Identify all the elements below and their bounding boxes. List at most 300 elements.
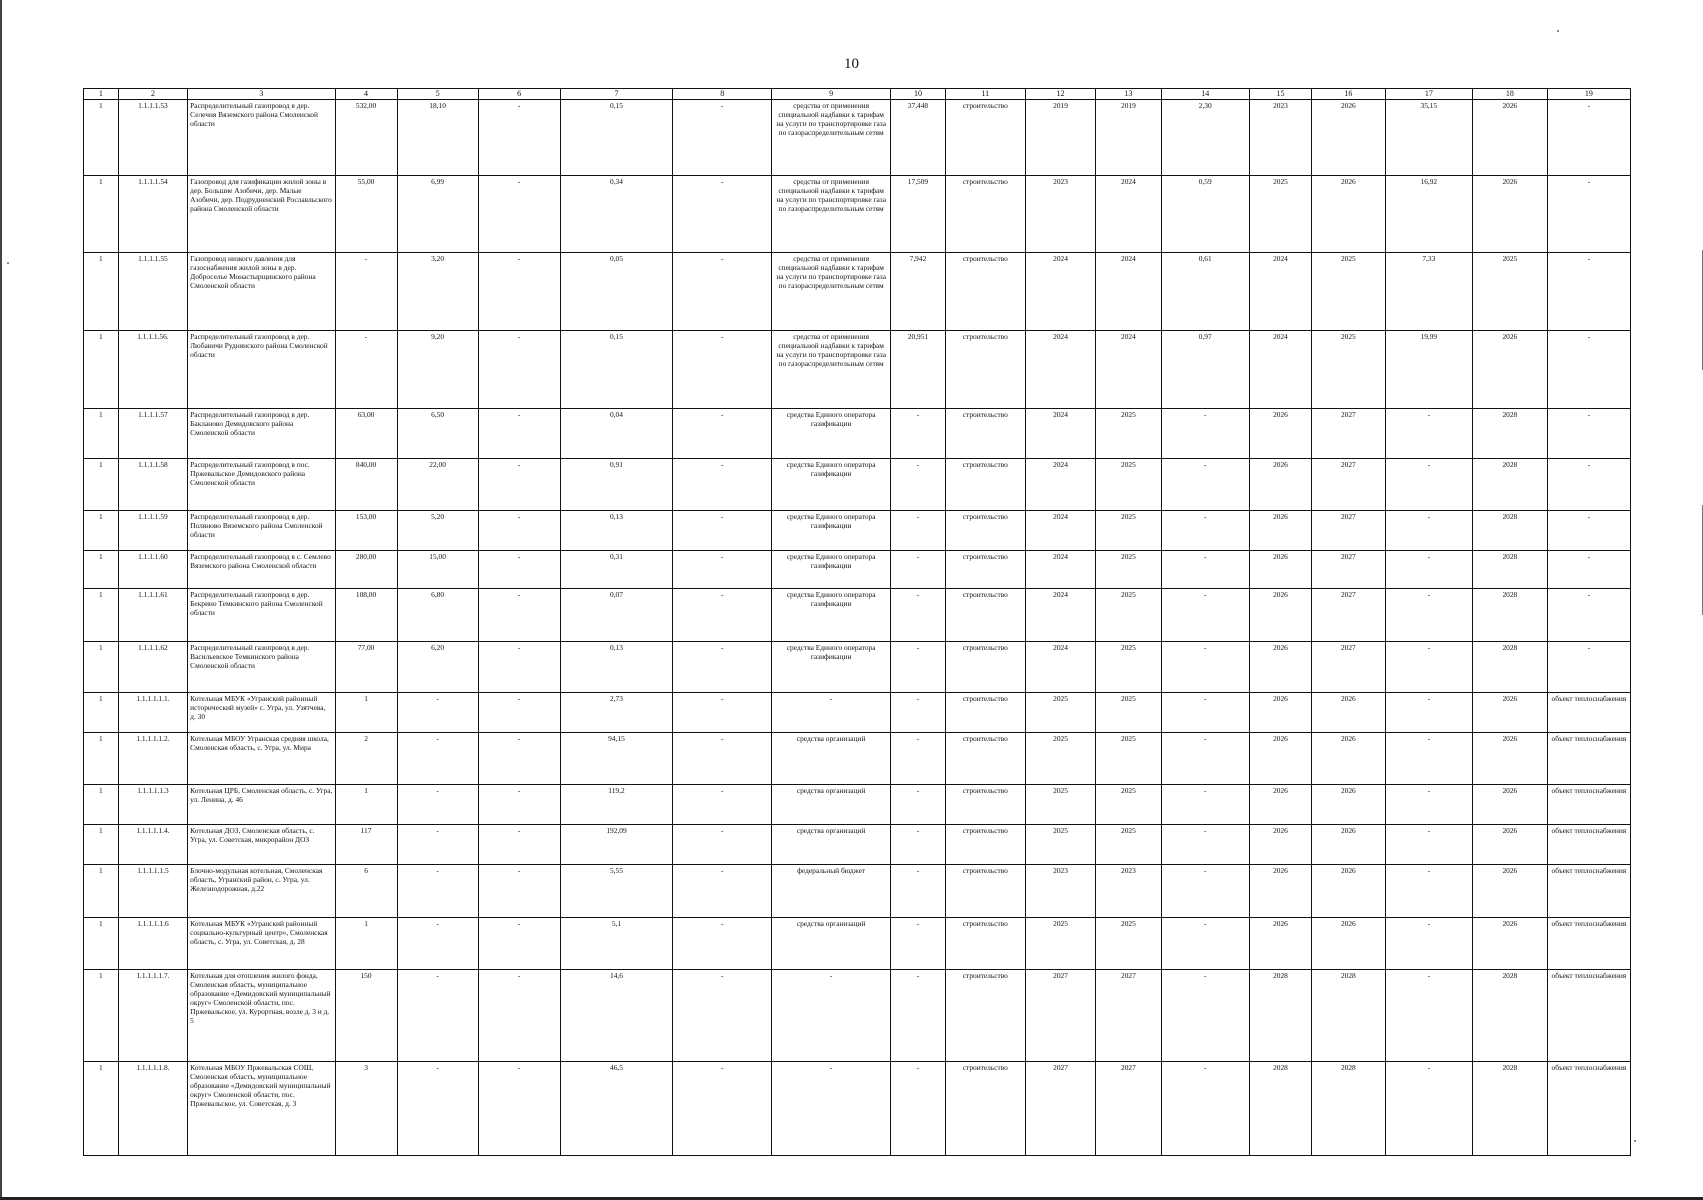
cell-col-11: строительство [945, 459, 1025, 511]
cell-col-14: - [1161, 865, 1249, 918]
column-header-5: 5 [397, 89, 478, 100]
cell-col-12: 2025 [1025, 733, 1096, 785]
scan-left-edge [0, 0, 2, 1200]
cell-col-3: Котельная для отопления жилого фонда, Смоленская область, муниципальное образование «Демидовский муниципальный округ» Смоленской области, пос. Пржевальское, ул. Курортная, возле д. 3 и д. 5 [188, 970, 335, 1062]
cell-col-5: 6,50 [397, 409, 478, 459]
cell-col-3: Котельная ДОЗ, Смоленская область, с. Угра, ул. Советская, микрорайон ДОЗ [188, 825, 335, 865]
cell-col-5: 6,80 [397, 589, 478, 642]
cell-col-13: 2024 [1096, 253, 1161, 331]
cell-col-4: 63,00 [335, 409, 397, 459]
cell-col-12: 2024 [1025, 589, 1096, 642]
cell-col-16: 2026 [1312, 865, 1386, 918]
cell-col-12: 2024 [1025, 551, 1096, 589]
scan-speck [1557, 30, 1559, 32]
cell-col-16: 2026 [1312, 918, 1386, 970]
cell-col-12: 2019 [1025, 100, 1096, 176]
cell-col-1: 1 [84, 253, 119, 331]
cell-col-4: - [335, 253, 397, 331]
cell-col-19: объект теплоснабжения [1547, 693, 1630, 733]
cell-col-11: строительство [945, 918, 1025, 970]
cell-col-13: 2025 [1096, 825, 1161, 865]
cell-col-4: 77,00 [335, 642, 397, 693]
cell-col-17: - [1385, 589, 1472, 642]
scan-speck [1634, 1140, 1636, 1142]
cell-col-8: - [673, 253, 772, 331]
cell-col-8: - [673, 642, 772, 693]
cell-col-17: - [1385, 551, 1472, 589]
cell-col-19: - [1547, 176, 1630, 253]
cell-col-12: 2025 [1025, 918, 1096, 970]
cell-col-10: - [891, 409, 946, 459]
cell-col-1: 1 [84, 825, 119, 865]
cell-col-10: - [891, 865, 946, 918]
cell-col-8: - [673, 970, 772, 1062]
cell-col-5: - [397, 918, 478, 970]
cell-col-12: 2027 [1025, 1062, 1096, 1156]
cell-col-10: 37,448 [891, 100, 946, 176]
cell-col-19: - [1547, 100, 1630, 176]
column-header-18: 18 [1473, 89, 1548, 100]
cell-col-11: строительство [945, 511, 1025, 551]
cell-col-9: федеральный бюджет [772, 865, 891, 918]
cell-col-5: - [397, 970, 478, 1062]
cell-col-17: - [1385, 733, 1472, 785]
cell-col-3: Котельная МБОУ Пржевальская СОШ, Смоленская область, муниципальное образование «Демидовский муниципальный округ» Смоленской области, пос. Пржевальское, ул. Советская, д. 3 [188, 1062, 335, 1156]
column-header-12: 12 [1025, 89, 1096, 100]
cell-col-3: Котельная ЦРБ, Смоленская область, с. Угра, ул. Ленина, д. 46 [188, 785, 335, 825]
cell-col-14: - [1161, 785, 1249, 825]
cell-col-9: средства организаций [772, 918, 891, 970]
cell-col-17: - [1385, 693, 1472, 733]
cell-col-14: - [1161, 511, 1249, 551]
cell-col-9: средства Единого оператора газификации [772, 459, 891, 511]
cell-col-3: Распределительный газопровод в с. Семлево Вяземского района Смоленской области [188, 551, 335, 589]
cell-col-15: 2025 [1249, 176, 1311, 253]
cell-col-6: - [478, 1062, 560, 1156]
cell-col-11: строительство [945, 589, 1025, 642]
cell-col-4: 6 [335, 865, 397, 918]
cell-col-7: 0,13 [560, 511, 673, 551]
cell-col-7: 14,6 [560, 970, 673, 1062]
cell-col-7: 192,09 [560, 825, 673, 865]
cell-col-8: - [673, 459, 772, 511]
column-header-10: 10 [891, 89, 946, 100]
cell-col-15: 2026 [1249, 551, 1311, 589]
cell-col-15: 2026 [1249, 409, 1311, 459]
column-header-8: 8 [673, 89, 772, 100]
column-header-1: 1 [84, 89, 119, 100]
cell-col-10: 20,951 [891, 331, 946, 409]
cell-col-16: 2027 [1312, 642, 1386, 693]
cell-col-16: 2025 [1312, 253, 1386, 331]
cell-col-2: 1.1.1.1.1.8. [118, 1062, 187, 1156]
column-header-14: 14 [1161, 89, 1249, 100]
cell-col-13: 2025 [1096, 511, 1161, 551]
cell-col-2: 1.1.1.1.1.7. [118, 970, 187, 1062]
cell-col-7: 0,15 [560, 100, 673, 176]
cell-col-19: - [1547, 459, 1630, 511]
cell-col-17: - [1385, 1062, 1472, 1156]
column-header-17: 17 [1385, 89, 1472, 100]
table-row [84, 642, 1631, 693]
cell-col-1: 1 [84, 733, 119, 785]
cell-col-9: - [772, 970, 891, 1062]
cell-col-10: - [891, 785, 946, 825]
table-row [84, 409, 1631, 459]
cell-col-16: 2027 [1312, 589, 1386, 642]
cell-col-15: 2023 [1249, 100, 1311, 176]
cell-col-11: строительство [945, 825, 1025, 865]
cell-col-18: 2026 [1473, 100, 1548, 176]
cell-col-19: объект теплоснабжения [1547, 785, 1630, 825]
cell-col-6: - [478, 253, 560, 331]
cell-col-16: 2026 [1312, 733, 1386, 785]
cell-col-15: 2028 [1249, 1062, 1311, 1156]
cell-col-7: 0,31 [560, 551, 673, 589]
table-row [84, 785, 1631, 825]
cell-col-12: 2025 [1025, 693, 1096, 733]
cell-col-11: строительство [945, 176, 1025, 253]
cell-col-5: - [397, 733, 478, 785]
cell-col-2: 1.1.1.1.60 [118, 551, 187, 589]
cell-col-2: 1.1.1.1.1.3 [118, 785, 187, 825]
cell-col-9: средства организаций [772, 825, 891, 865]
cell-col-11: строительство [945, 1062, 1025, 1156]
cell-col-14: - [1161, 693, 1249, 733]
column-header-13: 13 [1096, 89, 1161, 100]
cell-col-18: 2026 [1473, 785, 1548, 825]
cell-col-17: 19,99 [1385, 331, 1472, 409]
cell-col-8: - [673, 825, 772, 865]
cell-col-9: средства от применения специальной надбавки к тарифам на услуги по транспортировке газа по газораспределительным сетям [772, 331, 891, 409]
cell-col-4: 1 [335, 785, 397, 825]
cell-col-17: - [1385, 825, 1472, 865]
cell-col-7: 94,15 [560, 733, 673, 785]
cell-col-6: - [478, 642, 560, 693]
table-row [84, 100, 1631, 176]
cell-col-11: строительство [945, 642, 1025, 693]
cell-col-17: - [1385, 785, 1472, 825]
cell-col-9: средства Единого оператора газификации [772, 511, 891, 551]
table-row [84, 970, 1631, 1062]
cell-col-7: 0,91 [560, 459, 673, 511]
cell-col-16: 2026 [1312, 785, 1386, 825]
cell-col-12: 2024 [1025, 409, 1096, 459]
cell-col-16: 2027 [1312, 511, 1386, 551]
cell-col-4: 117 [335, 825, 397, 865]
cell-col-16: 2028 [1312, 1062, 1386, 1156]
cell-col-5: - [397, 825, 478, 865]
cell-col-2: 1.1.1.1.1.4. [118, 825, 187, 865]
cell-col-3: Распределительный газопровод в дер. Бакланово Демидовского района Смоленской области [188, 409, 335, 459]
cell-col-8: - [673, 865, 772, 918]
cell-col-1: 1 [84, 785, 119, 825]
cell-col-15: 2026 [1249, 918, 1311, 970]
column-header-9: 9 [772, 89, 891, 100]
cell-col-1: 1 [84, 331, 119, 409]
cell-col-19: - [1547, 511, 1630, 551]
cell-col-9: - [772, 693, 891, 733]
cell-col-12: 2023 [1025, 865, 1096, 918]
cell-col-3: Распределительный газопровод в дер. Селечня Вяземского района Смоленской области [188, 100, 335, 176]
cell-col-10: - [891, 1062, 946, 1156]
table-body [84, 100, 1631, 1156]
cell-col-9: средства Единого оператора газификации [772, 642, 891, 693]
cell-col-1: 1 [84, 551, 119, 589]
cell-col-1: 1 [84, 459, 119, 511]
cell-col-12: 2024 [1025, 331, 1096, 409]
cell-col-16: 2025 [1312, 331, 1386, 409]
cell-col-2: 1.1.1.1.56. [118, 331, 187, 409]
cell-col-8: - [673, 918, 772, 970]
cell-col-15: 2026 [1249, 511, 1311, 551]
cell-col-4: - [335, 331, 397, 409]
cell-col-4: 1 [335, 918, 397, 970]
cell-col-9: средства от применения специальной надбавки к тарифам на услуги по транспортировке газа по газораспределительным сетям [772, 100, 891, 176]
cell-col-11: строительство [945, 785, 1025, 825]
cell-col-4: 840,00 [335, 459, 397, 511]
cell-col-4: 280,00 [335, 551, 397, 589]
cell-col-5: - [397, 785, 478, 825]
table-row [84, 589, 1631, 642]
cell-col-16: 2028 [1312, 970, 1386, 1062]
cell-col-2: 1.1.1.1.1.6 [118, 918, 187, 970]
cell-col-14: - [1161, 551, 1249, 589]
cell-col-14: - [1161, 1062, 1249, 1156]
cell-col-7: 0,05 [560, 253, 673, 331]
column-header-16: 16 [1312, 89, 1386, 100]
cell-col-12: 2024 [1025, 511, 1096, 551]
cell-col-6: - [478, 970, 560, 1062]
cell-col-17: - [1385, 409, 1472, 459]
cell-col-6: - [478, 459, 560, 511]
cell-col-13: 2025 [1096, 642, 1161, 693]
cell-col-3: Распределительный газопровод в дер. Бекрино Темкинского района Смоленской области [188, 589, 335, 642]
cell-col-5: - [397, 693, 478, 733]
cell-col-13: 2024 [1096, 331, 1161, 409]
cell-col-14: - [1161, 733, 1249, 785]
cell-col-18: 2028 [1473, 970, 1548, 1062]
column-header-4: 4 [335, 89, 397, 100]
cell-col-5: 18,10 [397, 100, 478, 176]
cell-col-14: - [1161, 459, 1249, 511]
table-row [84, 253, 1631, 331]
cell-col-3: Котельная МБОУ Угранская средняя школа, Смоленская область, с. Угра, ул. Мира [188, 733, 335, 785]
cell-col-4: 2 [335, 733, 397, 785]
cell-col-6: - [478, 785, 560, 825]
cell-col-2: 1.1.1.1.62 [118, 642, 187, 693]
cell-col-18: 2028 [1473, 551, 1548, 589]
cell-col-6: - [478, 918, 560, 970]
cell-col-11: строительство [945, 551, 1025, 589]
cell-col-19: объект теплоснабжения [1547, 918, 1630, 970]
cell-col-17: - [1385, 970, 1472, 1062]
cell-col-13: 2027 [1096, 1062, 1161, 1156]
cell-col-6: - [478, 865, 560, 918]
cell-col-9: средства от применения специальной надбавки к тарифам на услуги по транспортировке газа по газораспределительным сетям [772, 176, 891, 253]
cell-col-16: 2027 [1312, 409, 1386, 459]
cell-col-2: 1.1.1.1.57 [118, 409, 187, 459]
cell-col-9: средства Единого оператора газификации [772, 551, 891, 589]
cell-col-2: 1.1.1.1.58 [118, 459, 187, 511]
cell-col-7: 0,15 [560, 331, 673, 409]
cell-col-8: - [673, 100, 772, 176]
cell-col-18: 2026 [1473, 176, 1548, 253]
cell-col-7: 0,07 [560, 589, 673, 642]
cell-col-8: - [673, 511, 772, 551]
cell-col-15: 2026 [1249, 733, 1311, 785]
cell-col-2: 1.1.1.1.1.5 [118, 865, 187, 918]
cell-col-9: - [772, 1062, 891, 1156]
cell-col-5: - [397, 865, 478, 918]
cell-col-5: 6,99 [397, 176, 478, 253]
cell-col-13: 2023 [1096, 865, 1161, 918]
cell-col-1: 1 [84, 693, 119, 733]
cell-col-4: 150 [335, 970, 397, 1062]
cell-col-14: 0,61 [1161, 253, 1249, 331]
cell-col-13: 2025 [1096, 551, 1161, 589]
cell-col-9: средства Единого оператора газификации [772, 589, 891, 642]
cell-col-19: объект теплоснабжения [1547, 733, 1630, 785]
cell-col-5: 22,00 [397, 459, 478, 511]
cell-col-2: 1.1.1.1.1.2. [118, 733, 187, 785]
cell-col-16: 2027 [1312, 459, 1386, 511]
table-row [84, 865, 1631, 918]
table-row [84, 693, 1631, 733]
cell-col-14: - [1161, 589, 1249, 642]
cell-col-7: 5,1 [560, 918, 673, 970]
cell-col-14: - [1161, 825, 1249, 865]
cell-col-19: - [1547, 642, 1630, 693]
cell-col-18: 2028 [1473, 459, 1548, 511]
cell-col-19: - [1547, 331, 1630, 409]
cell-col-17: - [1385, 459, 1472, 511]
cell-col-15: 2026 [1249, 865, 1311, 918]
cell-col-19: - [1547, 409, 1630, 459]
cell-col-8: - [673, 785, 772, 825]
cell-col-19: объект теплоснабжения [1547, 825, 1630, 865]
cell-col-6: - [478, 693, 560, 733]
cell-col-14: 0,97 [1161, 331, 1249, 409]
cell-col-2: 1.1.1.1.54 [118, 176, 187, 253]
cell-col-7: 5,55 [560, 865, 673, 918]
cell-col-7: 0,13 [560, 642, 673, 693]
cell-col-11: строительство [945, 733, 1025, 785]
cell-col-9: средства организаций [772, 733, 891, 785]
page-number: 10 [844, 56, 859, 72]
cell-col-10: - [891, 733, 946, 785]
cell-col-18: 2028 [1473, 409, 1548, 459]
cell-col-12: 2027 [1025, 970, 1096, 1062]
cell-col-10: - [891, 459, 946, 511]
cell-col-11: строительство [945, 693, 1025, 733]
cell-col-13: 2027 [1096, 970, 1161, 1062]
cell-col-5: 9,20 [397, 331, 478, 409]
cell-col-11: строительство [945, 865, 1025, 918]
cell-col-8: - [673, 551, 772, 589]
cell-col-3: Распределительный газопровод в дер. Поляново Вяземского района Смоленской области [188, 511, 335, 551]
table-row [84, 918, 1631, 970]
cell-col-17: - [1385, 865, 1472, 918]
cell-col-17: 7,33 [1385, 253, 1472, 331]
cell-col-3: Распределительный газопровод в дер. Любавичи Руднянского района Смоленской области [188, 331, 335, 409]
cell-col-12: 2025 [1025, 825, 1096, 865]
cell-col-12: 2024 [1025, 459, 1096, 511]
cell-col-12: 2024 [1025, 253, 1096, 331]
cell-col-6: - [478, 511, 560, 551]
cell-col-3: Распределительный газопровод в дер. Васильевское Темкинского района Смоленской области [188, 642, 335, 693]
cell-col-5: 3,20 [397, 253, 478, 331]
cell-col-10: - [891, 551, 946, 589]
cell-col-6: - [478, 176, 560, 253]
cell-col-6: - [478, 733, 560, 785]
cell-col-13: 2024 [1096, 176, 1161, 253]
cell-col-17: - [1385, 918, 1472, 970]
cell-col-1: 1 [84, 409, 119, 459]
cell-col-13: 2019 [1096, 100, 1161, 176]
column-header-19: 19 [1547, 89, 1630, 100]
cell-col-6: - [478, 825, 560, 865]
cell-col-11: строительство [945, 253, 1025, 331]
cell-col-17: 35,15 [1385, 100, 1472, 176]
cell-col-12: 2024 [1025, 642, 1096, 693]
cell-col-1: 1 [84, 511, 119, 551]
cell-col-11: строительство [945, 100, 1025, 176]
cell-col-18: 2026 [1473, 331, 1548, 409]
cell-col-19: объект теплоснабжения [1547, 970, 1630, 1062]
cell-col-13: 2025 [1096, 459, 1161, 511]
table-row [84, 176, 1631, 253]
cell-col-8: - [673, 331, 772, 409]
cell-col-12: 2023 [1025, 176, 1096, 253]
cell-col-8: - [673, 589, 772, 642]
cell-col-2: 1.1.1.1.55 [118, 253, 187, 331]
column-header-15: 15 [1249, 89, 1311, 100]
cell-col-14: - [1161, 970, 1249, 1062]
cell-col-18: 2028 [1473, 642, 1548, 693]
cell-col-1: 1 [84, 642, 119, 693]
cell-col-1: 1 [84, 176, 119, 253]
cell-col-13: 2025 [1096, 409, 1161, 459]
cell-col-5: - [397, 1062, 478, 1156]
table-row [84, 1062, 1631, 1156]
cell-col-18: 2026 [1473, 733, 1548, 785]
cell-col-19: - [1547, 253, 1630, 331]
cell-col-10: - [891, 642, 946, 693]
table-row [84, 551, 1631, 589]
cell-col-11: строительство [945, 409, 1025, 459]
cell-col-16: 2026 [1312, 693, 1386, 733]
cell-col-3: Котельная МБУК «Угранский районный исторический музей» с. Угра, ул. Узятчева, д. 30 [188, 693, 335, 733]
cell-col-19: - [1547, 589, 1630, 642]
cell-col-13: 2025 [1096, 785, 1161, 825]
cell-col-10: 7,942 [891, 253, 946, 331]
cell-col-4: 108,00 [335, 589, 397, 642]
cell-col-4: 3 [335, 1062, 397, 1156]
cell-col-13: 2025 [1096, 918, 1161, 970]
cell-col-15: 2024 [1249, 253, 1311, 331]
cell-col-11: строительство [945, 970, 1025, 1062]
cell-col-15: 2026 [1249, 825, 1311, 865]
cell-col-9: средства организаций [772, 785, 891, 825]
cell-col-15: 2026 [1249, 785, 1311, 825]
cell-col-15: 2026 [1249, 589, 1311, 642]
cell-col-1: 1 [84, 589, 119, 642]
cell-col-6: - [478, 100, 560, 176]
cell-col-1: 1 [84, 865, 119, 918]
cell-col-5: 15,00 [397, 551, 478, 589]
cell-col-4: 153,00 [335, 511, 397, 551]
